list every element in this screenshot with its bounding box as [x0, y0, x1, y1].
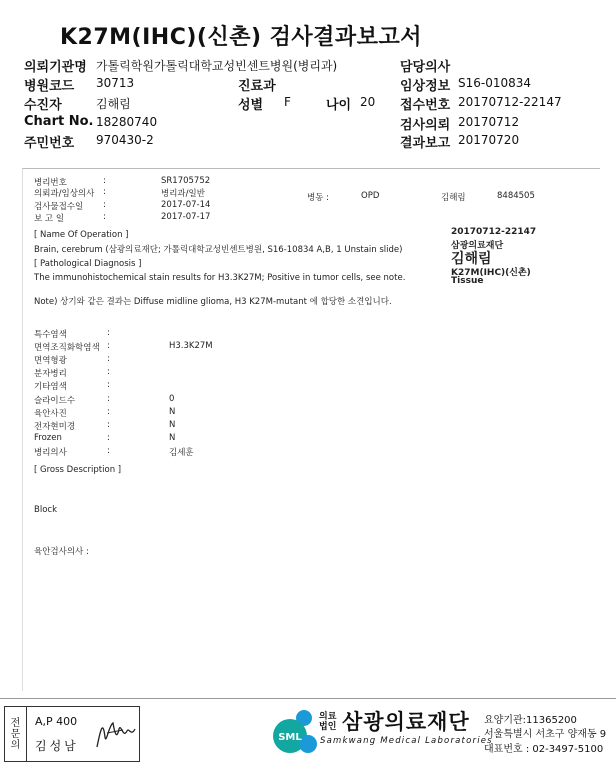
req-dept-value: 병리과/일반 [161, 189, 205, 199]
ward-label: 병동 : [307, 193, 329, 203]
org-phone: 대표번호 : 02-3497-5100 [484, 744, 604, 755]
request-label: 검사의뢰 [400, 118, 451, 133]
frozen-label: Frozen [34, 433, 62, 443]
sticker-org: 삼광의료재단 [451, 241, 504, 251]
colon: : [107, 367, 110, 377]
specialist-name: 김성남 [35, 739, 79, 753]
chart-label: Chart No. [24, 114, 94, 129]
colon: : [103, 200, 106, 210]
frozen-value: N [169, 433, 176, 443]
scanned-report [22, 168, 600, 691]
specialist-vertical-label [5, 707, 27, 761]
block-label: Block [34, 505, 57, 515]
colon: : [107, 380, 110, 390]
sticker-name: 김해림 [451, 251, 492, 267]
gross-heading: [ Gross Description ] [34, 465, 122, 475]
diagnosis-heading: [ Pathological Diagnosis ] [34, 259, 142, 269]
colon: : [107, 446, 110, 456]
diagnosis-note: Note) 상기와 같은 결과는 Diffuse midline glioma, H3 K27M-mutant 에 합당한 소견입니다. [34, 297, 392, 307]
em-label: 전자현미경 [34, 422, 76, 432]
colon: : [103, 176, 106, 186]
colon: : [103, 187, 106, 197]
clinical-info-value: S16-010834 [458, 76, 532, 90]
colon: : [103, 212, 106, 222]
path-no-label: 병리번호 [34, 178, 67, 188]
sticker-test: K27M(IHC)(신촌) [451, 268, 531, 278]
diagnosis-text: The immunohistochemical stain results for H3.3K27M; Positive in tumor cells, see note. [34, 273, 406, 283]
ihc-value: H3.3K27M [169, 341, 213, 351]
colon: : [107, 354, 110, 364]
footer-divider [0, 698, 616, 699]
pathologist-value: 김세훈 [169, 448, 194, 458]
gross-photo-value: N [169, 407, 176, 417]
hospital-code-value: 30713 [96, 76, 135, 90]
report-title: K27M(IHC)(신촌) 검사결과보고서 [60, 25, 422, 50]
result-label: 결과보고 [400, 136, 451, 151]
colon: : [107, 328, 110, 338]
org-prefix [319, 712, 336, 732]
institution-value: 가톨릭학원가톨릭대학교성빈센트병원(병리과) [96, 59, 338, 73]
colon: : [107, 341, 110, 351]
org-prefix-2: 법인 [319, 722, 337, 732]
ward-value: OPD [361, 191, 380, 201]
institution-label: 의뢰기관명 [24, 60, 87, 75]
slides-label: 슬라이드수 [34, 396, 76, 406]
org-name: 삼광의료재단 [342, 710, 470, 734]
org-prefix-1: 의료 [319, 712, 337, 722]
receipt-no-value: 20170712-22147 [458, 95, 562, 109]
special-stain-label: 특수염색 [34, 330, 67, 340]
report-date-label: 보 고 일 [34, 214, 65, 224]
if-label: 면역형광 [34, 356, 67, 366]
specialist-char-3: 의 [10, 739, 21, 751]
req-dept-label: 의뢰과/임상의사 [34, 189, 95, 199]
receipt-no-label: 접수번호 [400, 98, 451, 113]
dept-label: 진료과 [238, 79, 276, 94]
chart-value: 18280740 [96, 115, 158, 129]
gross-examiner-label: 육안검사의사 : [34, 547, 89, 557]
sml-logo-icon [268, 706, 322, 758]
patient-value: 김해림 [96, 97, 131, 111]
sticker-type: Tissue [451, 276, 484, 286]
age-label: 나이 [326, 98, 352, 113]
patient-name-small: 김해림 [441, 193, 466, 203]
operation-text: Brain, cerebrum (삼광의료재단; 가톨릭대학교성빈센트병원, S16-10834 A,B, 1 Unstain slide) [34, 245, 403, 255]
specialist-char-2: 문 [10, 728, 21, 740]
ihc-label: 면역조직화학염색 [34, 343, 100, 353]
result-value: 20170720 [458, 133, 520, 147]
molecular-label: 분자병리 [34, 369, 67, 379]
colon: : [107, 407, 110, 417]
request-value: 20170712 [458, 115, 520, 129]
slides-value: 0 [169, 394, 175, 404]
gross-photo-label: 육안사진 [34, 409, 67, 419]
path-no-value: SR1705752 [161, 176, 211, 186]
em-value: N [169, 420, 176, 430]
age-value: 20 [360, 95, 376, 109]
org-english: Samkwang Medical Laboratories [320, 736, 493, 746]
sex-value: F [284, 95, 291, 109]
clinical-info-label: 임상정보 [400, 79, 451, 94]
patient-id: 8484505 [497, 191, 535, 201]
sticker-receipt: 20170712-22147 [451, 227, 537, 237]
sex-label: 성별 [238, 98, 264, 113]
resident-value: 970430-2 [96, 133, 154, 147]
other-stain-label: 기타염색 [34, 382, 67, 392]
receipt-date-value: 2017-07-14 [161, 200, 211, 210]
pathologist-label: 병리의사 [34, 448, 67, 458]
patient-label: 수진자 [24, 98, 62, 113]
report-date-value: 2017-07-17 [161, 212, 211, 222]
logo-text: SML [278, 732, 302, 743]
org-code: 요양기관:11365200 [484, 715, 577, 726]
colon: : [107, 433, 110, 443]
signature-icon [93, 717, 137, 753]
receipt-date-label: 검사물접수일 [34, 202, 84, 212]
doctor-label: 담당의사 [400, 60, 451, 75]
specialist-id: A,P 400 [35, 715, 78, 728]
specialist-char-1: 전 [10, 717, 21, 729]
hospital-code-label: 병원코드 [24, 79, 75, 94]
specialist-box [4, 706, 140, 762]
colon: : [107, 394, 110, 404]
org-address: 서울특별시 서초구 양재동 9 [484, 729, 607, 740]
colon: : [107, 420, 110, 430]
operation-heading: [ Name Of Operation ] [34, 230, 129, 240]
resident-label: 주민번호 [24, 136, 75, 151]
